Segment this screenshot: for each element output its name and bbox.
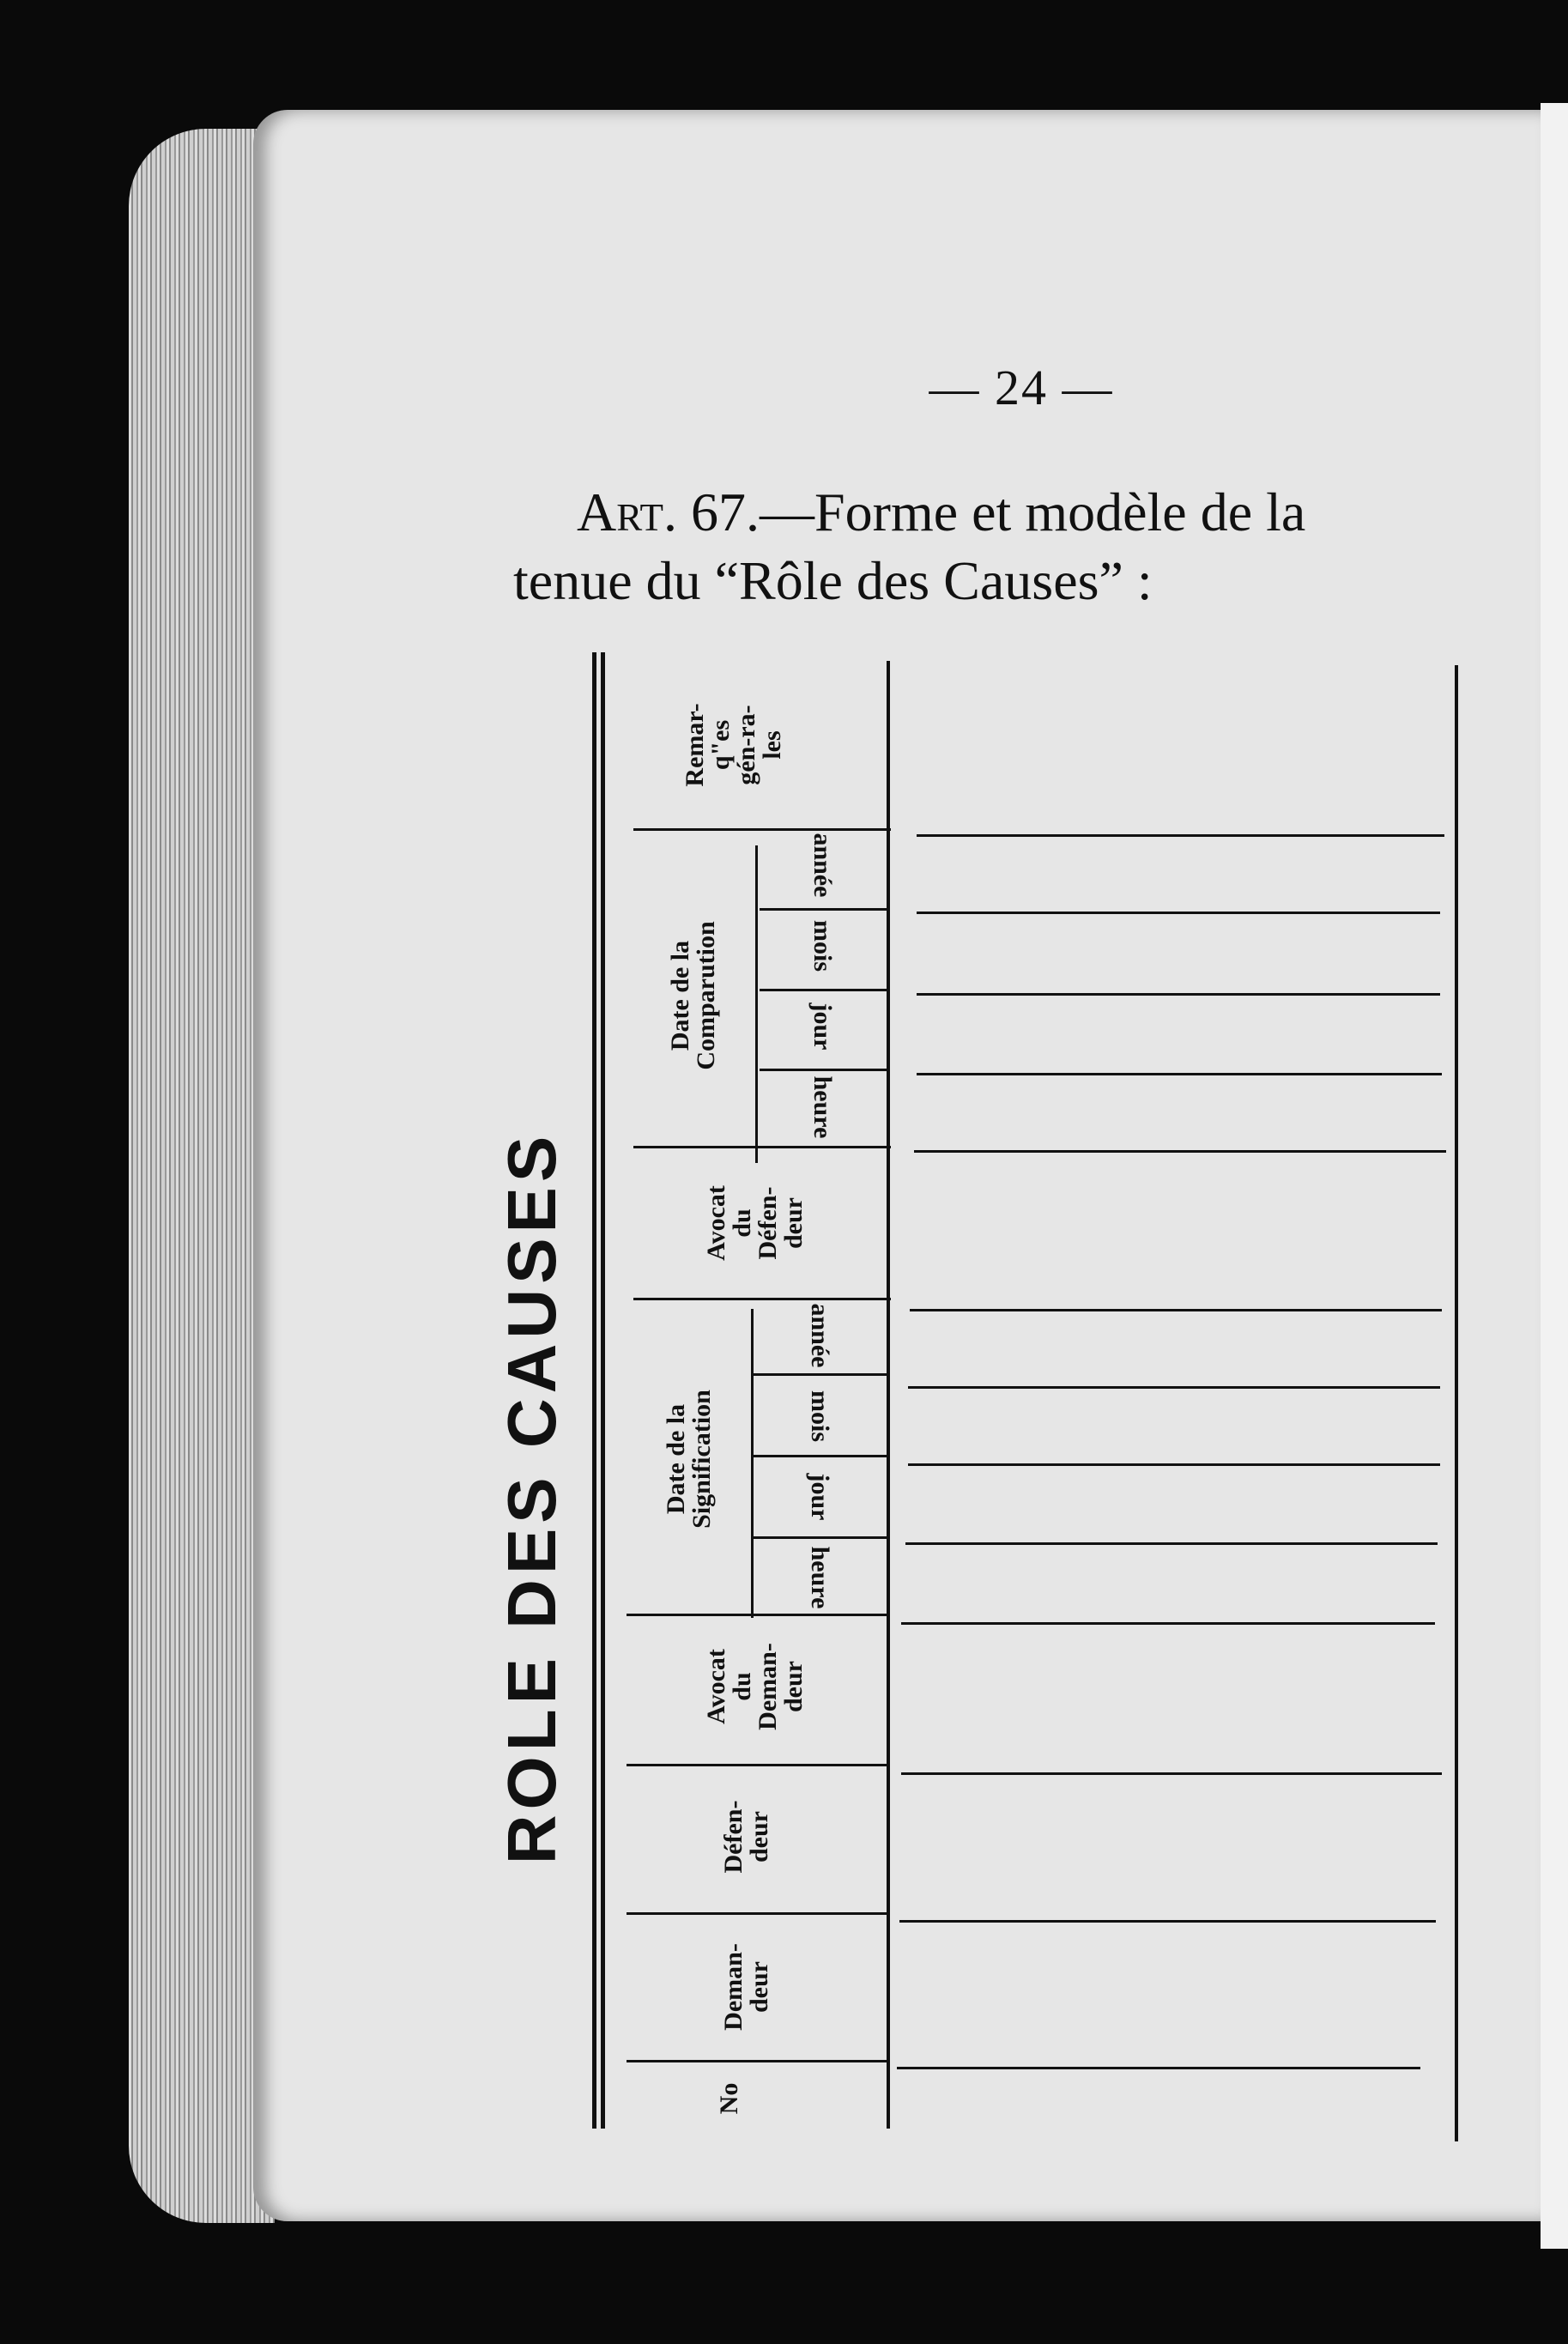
signification-divider xyxy=(751,1309,754,1618)
sep-avocat-demandeur xyxy=(627,1764,888,1766)
body-line xyxy=(905,1542,1438,1545)
body-line xyxy=(917,834,1444,837)
body-line xyxy=(917,912,1440,914)
sep-sub-annee-mois-s xyxy=(754,1373,887,1376)
page-number: — 24 — xyxy=(929,360,1114,415)
body-line xyxy=(899,1920,1436,1923)
body-line xyxy=(917,1073,1442,1075)
sep-sub-jour-heure-s xyxy=(754,1536,887,1539)
body-line xyxy=(901,1772,1442,1775)
sep-sub-mois-jour-c xyxy=(760,989,888,991)
comparution-divider xyxy=(755,845,758,1163)
sep-sub-jour-heure-c xyxy=(760,1069,888,1071)
article-text-line2: tenue du “Rôle des Causes” : xyxy=(513,550,1153,611)
book-page xyxy=(253,110,1541,2221)
sep-avocat-defendeur xyxy=(633,1298,891,1300)
body-line xyxy=(914,1150,1446,1153)
table-right-rule xyxy=(1455,665,1458,2141)
table-header-bottom-rule xyxy=(887,661,890,2129)
sep-demandeur xyxy=(627,2060,888,2062)
body-line xyxy=(897,2067,1420,2069)
body-line xyxy=(910,1309,1442,1311)
sep-signification xyxy=(627,1614,888,1616)
article-text: 67.—Forme et modèle de la xyxy=(677,482,1306,542)
table-outer-left-rule-2 xyxy=(601,652,605,2129)
sep-remarques xyxy=(633,828,891,831)
body-line xyxy=(901,1622,1435,1625)
sep-sub-annee-mois-c xyxy=(760,908,888,911)
body-line xyxy=(908,1463,1440,1466)
article-heading xyxy=(577,481,1305,544)
sep-defendeur xyxy=(627,1912,888,1915)
sep-sub-mois-jour-s xyxy=(754,1455,887,1457)
table-outer-left-rule xyxy=(592,652,596,2129)
body-line xyxy=(917,993,1440,996)
sep-comparution xyxy=(633,1146,891,1148)
body-line xyxy=(908,1386,1440,1389)
adjacent-page-strip xyxy=(1541,103,1568,2249)
article-label: Art. xyxy=(577,482,678,542)
